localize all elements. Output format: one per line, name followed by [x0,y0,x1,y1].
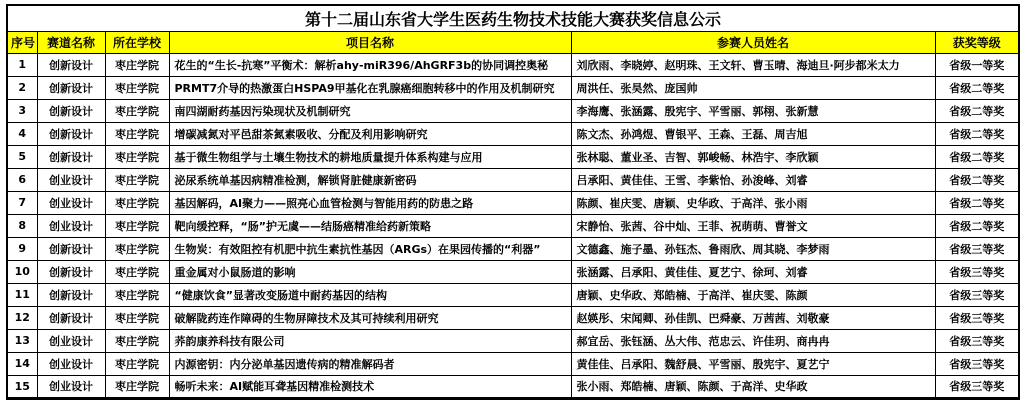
row-project: 增碳减氮对平邑甜茶氮素吸收、分配及利用影响研究 [169,122,571,145]
row-school: 枣庄学院 [105,352,169,375]
row-award: 省级二等奖 [935,122,1019,145]
row-names: 李海鹰、张涵露、殷宪宇、平雪丽、郭栩、张新慧 [571,99,935,122]
page-title: 第十二届山东省大学生医药生物技术技能大赛获奖信息公示 [7,5,1019,31]
row-track: 创业设计 [37,329,105,352]
row-school: 枣庄学院 [105,168,169,191]
table-row [7,191,1019,214]
row-school: 枣庄学院 [105,53,169,76]
row-project: 内源密钥：内分泌单基因遗传病的精准解码者 [169,352,571,375]
row-school: 枣庄学院 [105,145,169,168]
table-row [7,352,1019,375]
header-award: 获奖等级 [935,31,1019,53]
row-project: 生物炭：有效阻控有机肥中抗生素抗性基因（ARGs）在果园传播的“利器” [169,237,571,260]
row-project: 靶向缓控释，“肠”护无虞——结肠癌精准给药新策略 [169,214,571,237]
row-no: 10 [7,260,37,283]
row-no: 15 [7,375,37,398]
row-names: 张林聪、董业圣、吉智、郭峻畅、林浩宇、李欣颖 [571,145,935,168]
row-track: 创新设计 [37,99,105,122]
row-project: 破解陇药连作障碍的生物屏障技术及其可持续利用研究 [169,306,571,329]
row-project: 重金属对小鼠肠道的影响 [169,260,571,283]
row-school: 枣庄学院 [105,375,169,398]
row-names: 陈颜、崔庆雯、唐颖、史华政、于高洋、张小雨 [571,191,935,214]
table-row [7,306,1019,329]
row-names: 文德鑫、施子墨、孙钰杰、鲁雨欣、周其晓、李梦雨 [571,237,935,260]
row-project: 基于微生物组学与土壤生物技术的耕地质量提升体系构建与应用 [169,145,571,168]
table-row [7,99,1019,122]
row-school: 枣庄学院 [105,283,169,306]
award-announcement-sheet [6,4,1018,400]
row-track: 创业设计 [37,375,105,398]
row-school: 枣庄学院 [105,122,169,145]
row-project: 基因解码，AI聚力——照亮心血管检测与智能用药的防患之路 [169,191,571,214]
row-school: 枣庄学院 [105,214,169,237]
table-row [7,76,1019,99]
row-no: 2 [7,76,37,99]
row-project: 荞韵康养科技有限公司 [169,329,571,352]
row-award: 省级二等奖 [935,214,1019,237]
row-no: 6 [7,168,37,191]
row-award: 省级三等奖 [935,260,1019,283]
row-track: 创新设计 [37,306,105,329]
table-row [7,375,1019,398]
table-row [7,329,1019,352]
row-names: 周洪任、张昊然、庞国帅 [571,76,935,99]
row-no: 5 [7,145,37,168]
row-no: 13 [7,329,37,352]
row-project: 泌尿系统单基因病精准检测，解锁肾脏健康新密码 [169,168,571,191]
row-no: 4 [7,122,37,145]
row-project: 畅听未来：AI赋能耳聋基因精准检测技术 [169,375,571,398]
table-row [7,260,1019,283]
header-names: 参赛人员姓名 [571,31,935,53]
row-award: 省级二等奖 [935,76,1019,99]
table-row [7,122,1019,145]
row-no: 9 [7,237,37,260]
row-award: 省级三等奖 [935,237,1019,260]
row-award: 省级三等奖 [935,352,1019,375]
row-names: 赵媖彤、宋闻卿、孙佳凯、巴舜豪、万茜茜、刘敬豪 [571,306,935,329]
row-names: 黄佳佳、吕承阳、魏舒晨、平雪丽、殷宪宇、夏艺宁 [571,352,935,375]
row-school: 枣庄学院 [105,191,169,214]
row-no: 1 [7,53,37,76]
header-school: 所在学校 [105,31,169,53]
table-row [7,145,1019,168]
table-header-row [7,31,1019,53]
row-track: 创新设计 [37,145,105,168]
row-names: 刘欣雨、李晓婷、赵明珠、王文轩、曹玉晴、海迪旦·阿步都米太力 [571,53,935,76]
row-names: 张涵露、吕承阳、黄佳佳、夏艺宁、徐珂、刘睿 [571,260,935,283]
header-track: 赛道名称 [37,31,105,53]
row-award: 省级三等奖 [935,329,1019,352]
row-no: 8 [7,214,37,237]
award-table [6,4,1020,400]
row-track: 创新设计 [37,76,105,99]
row-track: 创业设计 [37,352,105,375]
row-track: 创业设计 [37,168,105,191]
row-school: 枣庄学院 [105,260,169,283]
row-award: 省级二等奖 [935,191,1019,214]
row-track: 创新设计 [37,122,105,145]
table-body [7,53,1019,398]
row-project: “健康饮食”显著改变肠道中耐药基因的结构 [169,283,571,306]
row-project: 南四湖耐药基因污染现状及机制研究 [169,99,571,122]
row-no: 14 [7,352,37,375]
row-school: 枣庄学院 [105,76,169,99]
row-award: 省级二等奖 [935,99,1019,122]
row-award: 省级一等奖 [935,53,1019,76]
table-row [7,168,1019,191]
row-names: 宋静怡、张茜、谷中灿、王菲、祝萌萌、曹誉文 [571,214,935,237]
row-school: 枣庄学院 [105,237,169,260]
row-school: 枣庄学院 [105,99,169,122]
row-award: 省级三等奖 [935,283,1019,306]
table-row [7,283,1019,306]
row-no: 12 [7,306,37,329]
row-award: 省级三等奖 [935,306,1019,329]
title-row [7,5,1019,31]
row-track: 创新设计 [37,53,105,76]
header-no: 序号 [7,31,37,53]
row-names: 陈文杰、孙鸿煜、曹银平、王森、王磊、周吉旭 [571,122,935,145]
row-names: 唐颖、史华政、郑皓楠、于高洋、崔庆雯、陈颜 [571,283,935,306]
row-project: PRMT7介导的热激蛋白HSPA9甲基化在乳腺癌细胞转移中的作用及机制研究 [169,76,571,99]
row-track: 创新设计 [37,260,105,283]
row-no: 3 [7,99,37,122]
row-project: 花生的“生长-抗寒”平衡术：解析ahy-miR396/AhGRF3b的协同调控奥秘 [169,53,571,76]
table-row [7,214,1019,237]
row-track: 创业设计 [37,191,105,214]
row-school: 枣庄学院 [105,306,169,329]
header-project: 项目名称 [169,31,571,53]
table-row [7,53,1019,76]
row-names: 郝宜岳、张钰涵、丛大伟、范忠云、许佳玥、商冉冉 [571,329,935,352]
row-award: 省级二等奖 [935,145,1019,168]
row-no: 7 [7,191,37,214]
row-award: 省级三等奖 [935,375,1019,398]
row-school: 枣庄学院 [105,329,169,352]
row-track: 创新设计 [37,237,105,260]
row-track: 创业设计 [37,214,105,237]
row-award: 省级二等奖 [935,168,1019,191]
row-track: 创新设计 [37,283,105,306]
row-no: 11 [7,283,37,306]
table-row [7,237,1019,260]
row-names: 吕承阳、黄佳佳、王雪、李紫怡、孙浚峰、刘睿 [571,168,935,191]
row-names: 张小雨、郑皓楠、唐颖、陈颜、于高洋、史华政 [571,375,935,398]
